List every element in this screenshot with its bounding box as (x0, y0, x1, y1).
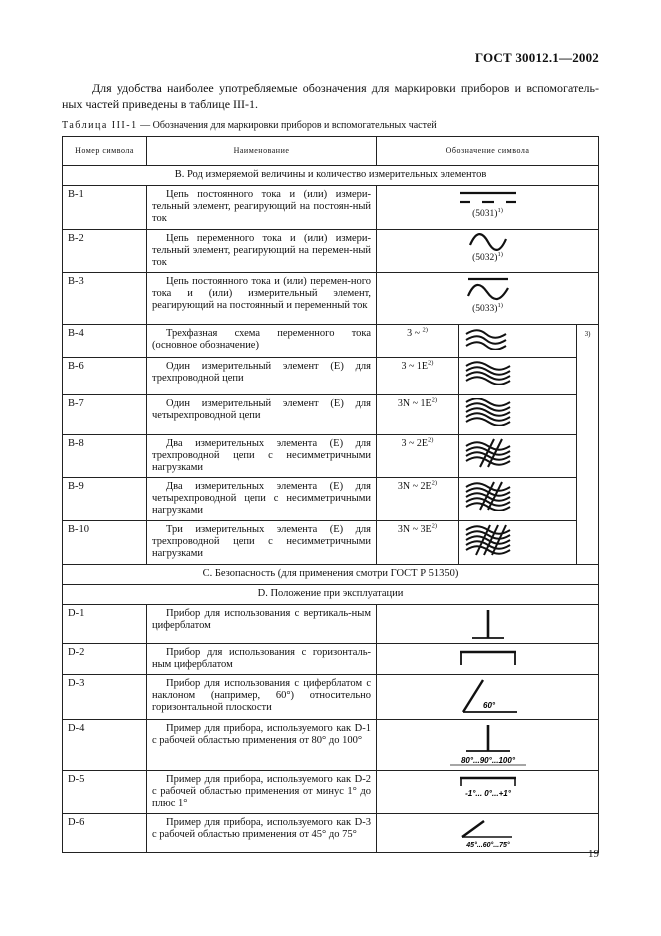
table-row (63, 358, 599, 395)
symbol-cell (459, 358, 577, 395)
symbol-cell (377, 605, 599, 644)
table-row (63, 478, 599, 521)
header-number: Номер символа (63, 137, 147, 166)
row-number: D-4 (63, 720, 147, 771)
header-symbol: Обозначение символа (377, 137, 599, 166)
row-name: Цепь постоянного тока и (или) перемен-ного тока и (или) измерительный элемент, реагирующий на постоянный и переменный ток (147, 273, 377, 325)
symbol-cell (377, 644, 599, 675)
table-caption (62, 120, 437, 131)
ac-dc-current-icon (466, 276, 510, 302)
symbol-cell (459, 435, 577, 478)
table-caption-text: — Обозначения для маркировки приборов и вспомогательных частей (137, 120, 437, 131)
table-row (63, 186, 599, 230)
symbols-table (62, 136, 599, 853)
symbol-cell (377, 273, 599, 325)
three-phase-icon (464, 328, 508, 350)
inclined-range-icon (446, 817, 530, 849)
row-number: B-7 (63, 395, 147, 435)
section-c-title: C. Безопасность (для применения смотри ГОСТ Р 51350) (63, 565, 599, 585)
symbol-cell (459, 395, 577, 435)
two-element-three-wire-icon (464, 438, 512, 468)
row-number: D-1 (63, 605, 147, 644)
document-code: ГОСТ 30012.1—2002 (474, 50, 599, 65)
table-row (63, 675, 599, 720)
symbol-cell (377, 186, 599, 230)
symbol-code: 3N ~ $1E^{2)}$ (377, 395, 459, 435)
row-name: Цепь постоянного тока и (или) измери-тельный элемент, реагирующий на постоян-ный ток (147, 186, 377, 230)
row-number: D-2 (63, 644, 147, 675)
row-number: B-2 (63, 230, 147, 273)
symbol-code: 3 ~ $^{2)}$ (377, 325, 459, 358)
row-number: D-3 (63, 675, 147, 720)
table-row (63, 771, 599, 814)
vertical-range-icon (446, 723, 530, 767)
table-row (63, 814, 599, 853)
row-number: B-10 (63, 521, 147, 565)
symbol-code: $(5031)^{1)}$ (472, 206, 503, 219)
horizontal-range-icon (446, 774, 530, 804)
one-element-four-wire-icon (464, 398, 512, 426)
symbol-cell (377, 675, 599, 720)
table-row (63, 605, 599, 644)
row-name: Два измерительных элемента (E) для трехпроводной цепи с несимметричными нагрузками (147, 435, 377, 478)
row-name: Два измерительных элемента (E) для четырехпроводной цепи с несимметричными нагрузками (147, 478, 377, 521)
table-row (63, 720, 599, 771)
table-header-row (63, 137, 599, 166)
symbol-cell (459, 478, 577, 521)
horizontal-dial-icon (457, 647, 519, 669)
row-number: D-6 (63, 814, 147, 853)
angle-label: 60° (482, 701, 495, 710)
range-label: 45°...60°...75° (465, 842, 510, 849)
section-d-title: D. Положение при эксплуатации (63, 585, 599, 605)
row-name: Трехфазная схема переменного тока (основное обозначение) (147, 325, 377, 358)
row-number: B-4 (63, 325, 147, 358)
symbol-cell (459, 325, 577, 358)
table-row (63, 521, 599, 565)
one-element-three-wire-icon (464, 361, 512, 385)
symbol-code: 3 ~ $2E^{2)}$ (377, 435, 459, 478)
symbol-cell (377, 814, 599, 853)
intro-paragraph: Для удобства наиболее употребляемые обозначения для маркировки приборов и вспомогатель-ных частей приведены в таблице III-1. (62, 81, 599, 111)
range-label: -1°... 0°...+1° (464, 789, 511, 798)
section-b-title: B. Род измеряемой величины и количество измерительных элементов (63, 166, 599, 186)
section-row (63, 565, 599, 585)
symbol-code: $(5032)^{1)}$ (472, 250, 503, 263)
table-caption-label: Таблица III-1 (62, 120, 138, 131)
row-name: Прибор для использования с вертикаль-ным циферблатом (147, 605, 377, 644)
symbol-cell (377, 230, 599, 273)
row-name: Три измерительных элемента (E) для трехпроводной цепи с несимметричными нагрузками (147, 521, 377, 565)
symbol-cell (377, 771, 599, 814)
inclined-dial-icon (453, 678, 523, 716)
dc-current-icon (458, 189, 518, 207)
three-element-icon (464, 524, 512, 556)
footnote-ref: 3) (577, 325, 599, 565)
symbol-code: 3N ~ $3E^{2)}$ (377, 521, 459, 565)
header-name: Наименование (147, 137, 377, 166)
row-name: Прибор для использования с циферблатом с наклоном (например, 60°) относительно горизонтальной плоскости (147, 675, 377, 720)
table-row (63, 325, 599, 358)
row-name: Пример для прибора, используемого как D-2 с рабочей областью применения от минус 1° до плюс 1° (147, 771, 377, 814)
table-row (63, 273, 599, 325)
row-name: Один измерительный элемент (E) для четырехпроводной цепи (147, 395, 377, 435)
row-number: B-6 (63, 358, 147, 395)
row-number: D-5 (63, 771, 147, 814)
section-row (63, 585, 599, 605)
range-label: 80°...90°...100° (460, 756, 515, 765)
symbol-code: 3 ~ $1E^{2)}$ (377, 358, 459, 395)
row-number: B-1 (63, 186, 147, 230)
row-name: Один измерительный элемент (E) для трехпроводной цепи (147, 358, 377, 395)
row-name: Пример для прибора, используемого как D-3 с рабочей областью применения от 45° до 75° (147, 814, 377, 853)
symbol-cell (459, 521, 577, 565)
table-row (63, 230, 599, 273)
row-name: Цепь переменного тока и (или) измери-тельный элемент, реагирующий на перемен-ный ток (147, 230, 377, 273)
symbol-code: $(5033)^{1)}$ (472, 301, 503, 314)
row-name: Прибор для использования с горизонталь-ным циферблатом (147, 644, 377, 675)
symbol-code: 3N ~ $2E^{2)}$ (377, 478, 459, 521)
table-row (63, 435, 599, 478)
row-number: B-9 (63, 478, 147, 521)
row-name: Пример для прибора, используемого как D-1 с рабочей областью применения от 80° до 100° (147, 720, 377, 771)
table-row (63, 395, 599, 435)
section-row (63, 166, 599, 186)
row-number: B-3 (63, 273, 147, 325)
row-number: B-8 (63, 435, 147, 478)
vertical-dial-icon (468, 608, 508, 640)
table-row (63, 644, 599, 675)
page-number: 19 (588, 848, 599, 860)
symbol-cell (377, 720, 599, 771)
two-element-four-wire-icon (464, 481, 512, 511)
ac-current-icon (468, 233, 508, 251)
